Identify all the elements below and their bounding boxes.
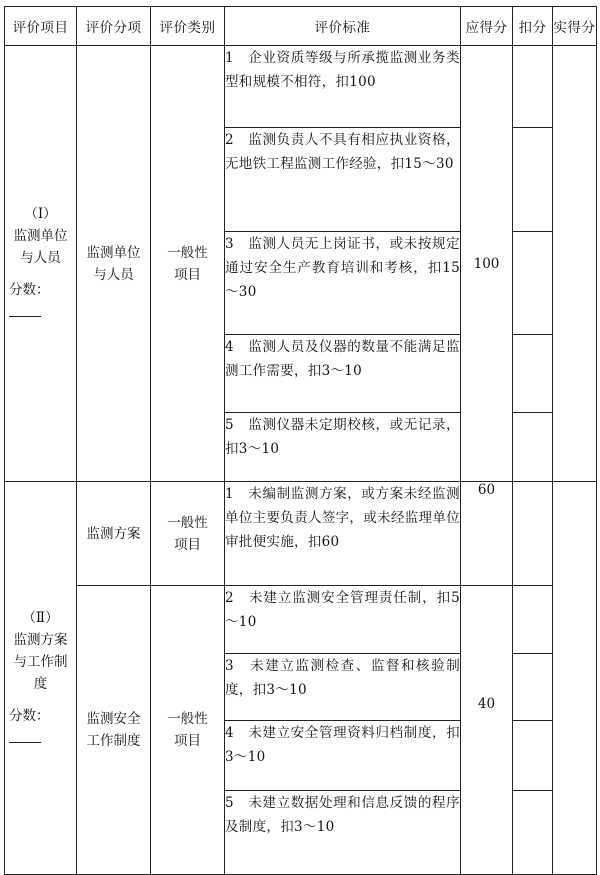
header-subitem: 评价分项 [77, 7, 151, 46]
section2-deduct-4[interactable] [513, 721, 553, 791]
section1-due-score: 100 [461, 46, 513, 482]
section1-category: 一般性项目 [151, 46, 225, 482]
section1-deduct-4[interactable] [513, 335, 553, 413]
section1-score-blank[interactable] [9, 301, 41, 317]
section2-criterion-4: 4 未建立安全管理资料归档制度，扣3～10 [225, 721, 461, 791]
section1-actual[interactable] [553, 46, 597, 482]
table-row [5, 46, 597, 128]
section2-deduct-3[interactable] [513, 654, 553, 721]
section2-item-name: 监测方案与工作制度 [13, 631, 68, 692]
evaluation-table [4, 6, 597, 875]
section2-score-label: 分数： [5, 705, 76, 750]
table-row [5, 482, 597, 586]
section2-item-cell [5, 482, 77, 875]
section2-actual[interactable] [553, 482, 597, 875]
section1-deduct-2[interactable] [513, 128, 553, 232]
section1-item-cell [5, 46, 77, 482]
section2-due-score-1: 60 [461, 482, 513, 586]
section2-category-2: 一般性项目 [151, 586, 225, 875]
section2-criterion-1: 1 未编制监测方案，或方案未经监测单位主要负责人签字，或未经监理单位审批便实施，扣60 [225, 482, 461, 586]
section1-item-num: （Ⅰ） [24, 206, 57, 222]
section1-criterion-4: 4 监测人员及仪器的数量不能满足监测工作需要，扣3～10 [225, 335, 461, 413]
section2-criterion-5: 5 未建立数据处理和信息反馈的程序及制度，扣3～10 [225, 791, 461, 875]
section2-subitem-2: 监测安全工作制度 [77, 586, 151, 875]
section1-deduct-5[interactable] [513, 413, 553, 482]
header-standard: 评价标准 [225, 7, 461, 46]
section2-criterion-2: 2 未建立监测安全管理责任制，扣5～10 [225, 586, 461, 654]
section2-deduct-1[interactable] [513, 482, 553, 586]
section1-subitem: 监测单位与人员 [77, 46, 151, 482]
section2-item-num: （Ⅱ） [22, 609, 59, 626]
section1-criterion-3: 3 监测人员无上岗证书，或未按规定通过安全生产教育培训和考核，扣15～30 [225, 232, 461, 335]
header-deduct: 扣分 [513, 7, 553, 46]
header-item: 评价项目 [5, 7, 77, 46]
section2-subitem-1: 监测方案 [77, 482, 151, 586]
section2-category-1: 一般性项目 [151, 482, 225, 586]
section2-deduct-5[interactable] [513, 791, 553, 875]
section1-deduct-3[interactable] [513, 232, 553, 335]
section1-deduct-1[interactable] [513, 46, 553, 128]
header-actual: 实得分 [553, 7, 597, 46]
header-due-score: 应得分 [461, 7, 513, 46]
section1-criterion-1: 1 企业资质等级与所承揽监测业务类型和规模不相符，扣100 [225, 46, 461, 128]
section2-criterion-3: 3 未建立监测检查、监督和核验制度，扣3～10 [225, 654, 461, 721]
section1-criterion-2: 2 监测负责人不具有相应执业资格，无地铁工程监测工作经验，扣15～30 [225, 128, 461, 232]
section1-item-name: 监测单位与人员 [13, 228, 68, 266]
header-row [5, 7, 597, 46]
section2-score-blank[interactable] [9, 727, 41, 743]
table-row [5, 586, 597, 654]
section2-due-score-2: 40 [461, 586, 513, 875]
header-category: 评价类别 [151, 7, 225, 46]
section2-deduct-2[interactable] [513, 586, 553, 654]
section1-score-label: 分数： [5, 279, 76, 324]
section1-criterion-5: 5 监测仪器未定期校核，或无记录，扣3～10 [225, 413, 461, 482]
